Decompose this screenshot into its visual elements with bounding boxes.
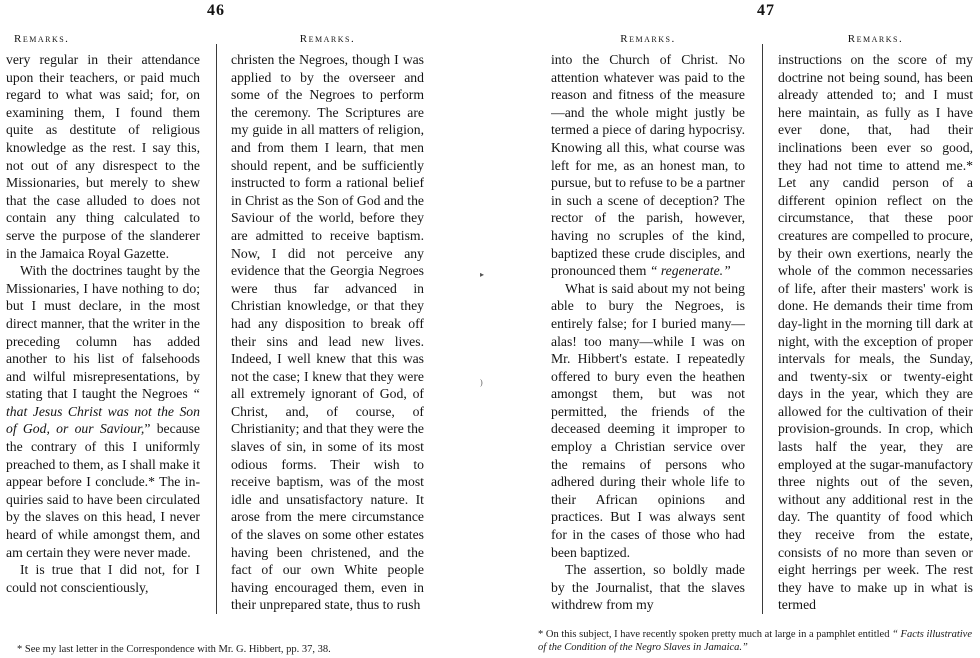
paragraph-text: ” because the contrary of this I uniformly preached to them, as I shall make it appear before I conclude.* The inquiries said to have been circulated by the slaves on this head, I never heard of while amongst them, and am certain they were never made. — [6, 421, 200, 560]
paragraph: christen the Negroes, though I was applied to by the overseer and some of the Negroes to perform the ceremony. The Scriptures are my guide in all matters of religion, and from them I learn, that men should repent, and be sufficiently instructed to form a rational belief in Christ as the Son of God and the Saviour of the world, before they are admitted to receive baptism. Now, I did not perceive any evidence that the Georgia Negroes were thus far advanced in Christian knowledge, or that they had any disposition to break off their sins and lead new lives. Indeed, I well knew that this was not the case; I knew that they were all extremely ignorant of God, of Christ, and, of course, of Christianity; and that they were the slaves of sin, in some of its most odious forms. Their wish to receive baptism, was of the most idle and unsatisfactory nature. It arose from the mere circumstance of the slaves on some other estates having been christened, and the fact of our own White people having encouraged them, even in their unprepared state, thus to rush — [231, 52, 424, 613]
column-text — [551, 51, 745, 614]
right-page-column-2 — [778, 32, 973, 632]
column-text — [778, 51, 973, 614]
regenerate-quote: “ regenerate.” — [649, 263, 731, 279]
left-page-column-2 — [231, 32, 424, 632]
column-text — [231, 51, 424, 614]
page-number-left: 46 — [207, 2, 225, 19]
margin-mark: ) — [480, 378, 483, 387]
column-header: Remarks. — [620, 33, 676, 45]
paragraph-text: With the doctrines taught by the Missionaries, I have nothing to do; but I must declare, in the most direct manner, that the writer in the preceding column has added another to his list of falsehoods and wilful misrepresentations, by stating that I taught the Negroes — [6, 263, 200, 402]
page-number-right: 47 — [757, 2, 775, 19]
quoted-doctrine: “ that Jesus Christ was not the Son of God, or our Saviour, — [6, 386, 200, 437]
paragraph: It is true that I did not, for I could not conscientiously, — [6, 562, 200, 595]
left-page — [0, 0, 480, 658]
footnote-text: * On this subject, I have recently spoken pretty much at large in a pamphlet entitled — [538, 629, 890, 640]
footnote-left: * See my last letter in the Correspondence with Mr. G. Hibbert, pp. 37, 38. — [17, 644, 331, 655]
right-page — [490, 0, 980, 658]
margin-mark: ▸ — [480, 270, 485, 279]
left-page-column-1 — [6, 32, 200, 632]
paragraph: very regular in their attendance upon their teachers, or paid much regard to what was said; for, on examining them, I found them quite as destitute of religious knowledge as the rest. I say this, not out of any disrespect to the Missionaries, but merely to shew that the case alluded to does not contain any thing calculated to serve the purpose of the slanderer in the Jamaica Royal Gazette. — [6, 52, 200, 261]
right-page-column-1 — [551, 32, 745, 632]
column-header: Remarks. — [847, 33, 904, 45]
paragraph: instructions on the score of my doctrine not being sound, has been already attended to; and I must here maintain, as fully as I have ever done, that, had their inclinations been ever so good, they had not time to attend me.* Let any candid person of a different opinion reflect on the circumstance, that these poor creatures are compelled to procure, by their own exertions, nearly the whole of the common necessaries of life, after their masters' work is done. He demands their time from day-light in the morning till dark at night, with the exception of proper intervals for meals, the Sunday, and twenty-six or twenty-eight days in the year, which they are allowed for the cultivation of their provision-grounds. In crop, which lasts half the year, they are employed at the sugar-manufactory three nights out of the seven, without any additional rest in the day. The quantity of food which they receive from the estate, consists of no more than seven or eight herrings per week. The rest they have to make up in what is termed — [778, 52, 973, 613]
paragraph-text: into the Church of Christ. No attention whatever was paid to the reason and fitness of the measure—and the whole might justly be termed a piece of daring hypocrisy. Knowing all this, what course was left for me, as an honest man, to pursue, but to refuse to be a partner in such a scene of deception? The rector of the parish, however, having no scruples of the kind, baptized these crude disciples, and pronounced them — [551, 52, 745, 279]
column-divider — [762, 44, 763, 614]
column-text — [6, 51, 200, 596]
paragraph — [551, 51, 745, 280]
paragraph: The assertion, so boldly made by the Journalist, that the slaves withdrew from my — [551, 562, 745, 613]
column-divider — [216, 44, 217, 614]
paragraph: What is said about my not being able to bury the Negroes, is entirely false; for I buried many—alas! too many—while I was on Mr. Hibbert's estate. I repeatedly offered to bury even the heathen amongst them, but was not permitted, the friends of the deceased deeming it improper to employ a Christian service over the remains of persons who adhered during their whole life to their African opinions and practices. But I was always sent for in the cases of those who had been baptized. — [551, 280, 745, 560]
pamphlet-title: “ Facts illustrative of the Condition of the Negro Slaves in Jamaica.” — [538, 629, 972, 653]
paragraph — [6, 262, 200, 561]
footnote-right — [538, 628, 978, 654]
column-header: Remarks. — [299, 33, 356, 45]
column-header: Remarks. — [14, 33, 70, 45]
